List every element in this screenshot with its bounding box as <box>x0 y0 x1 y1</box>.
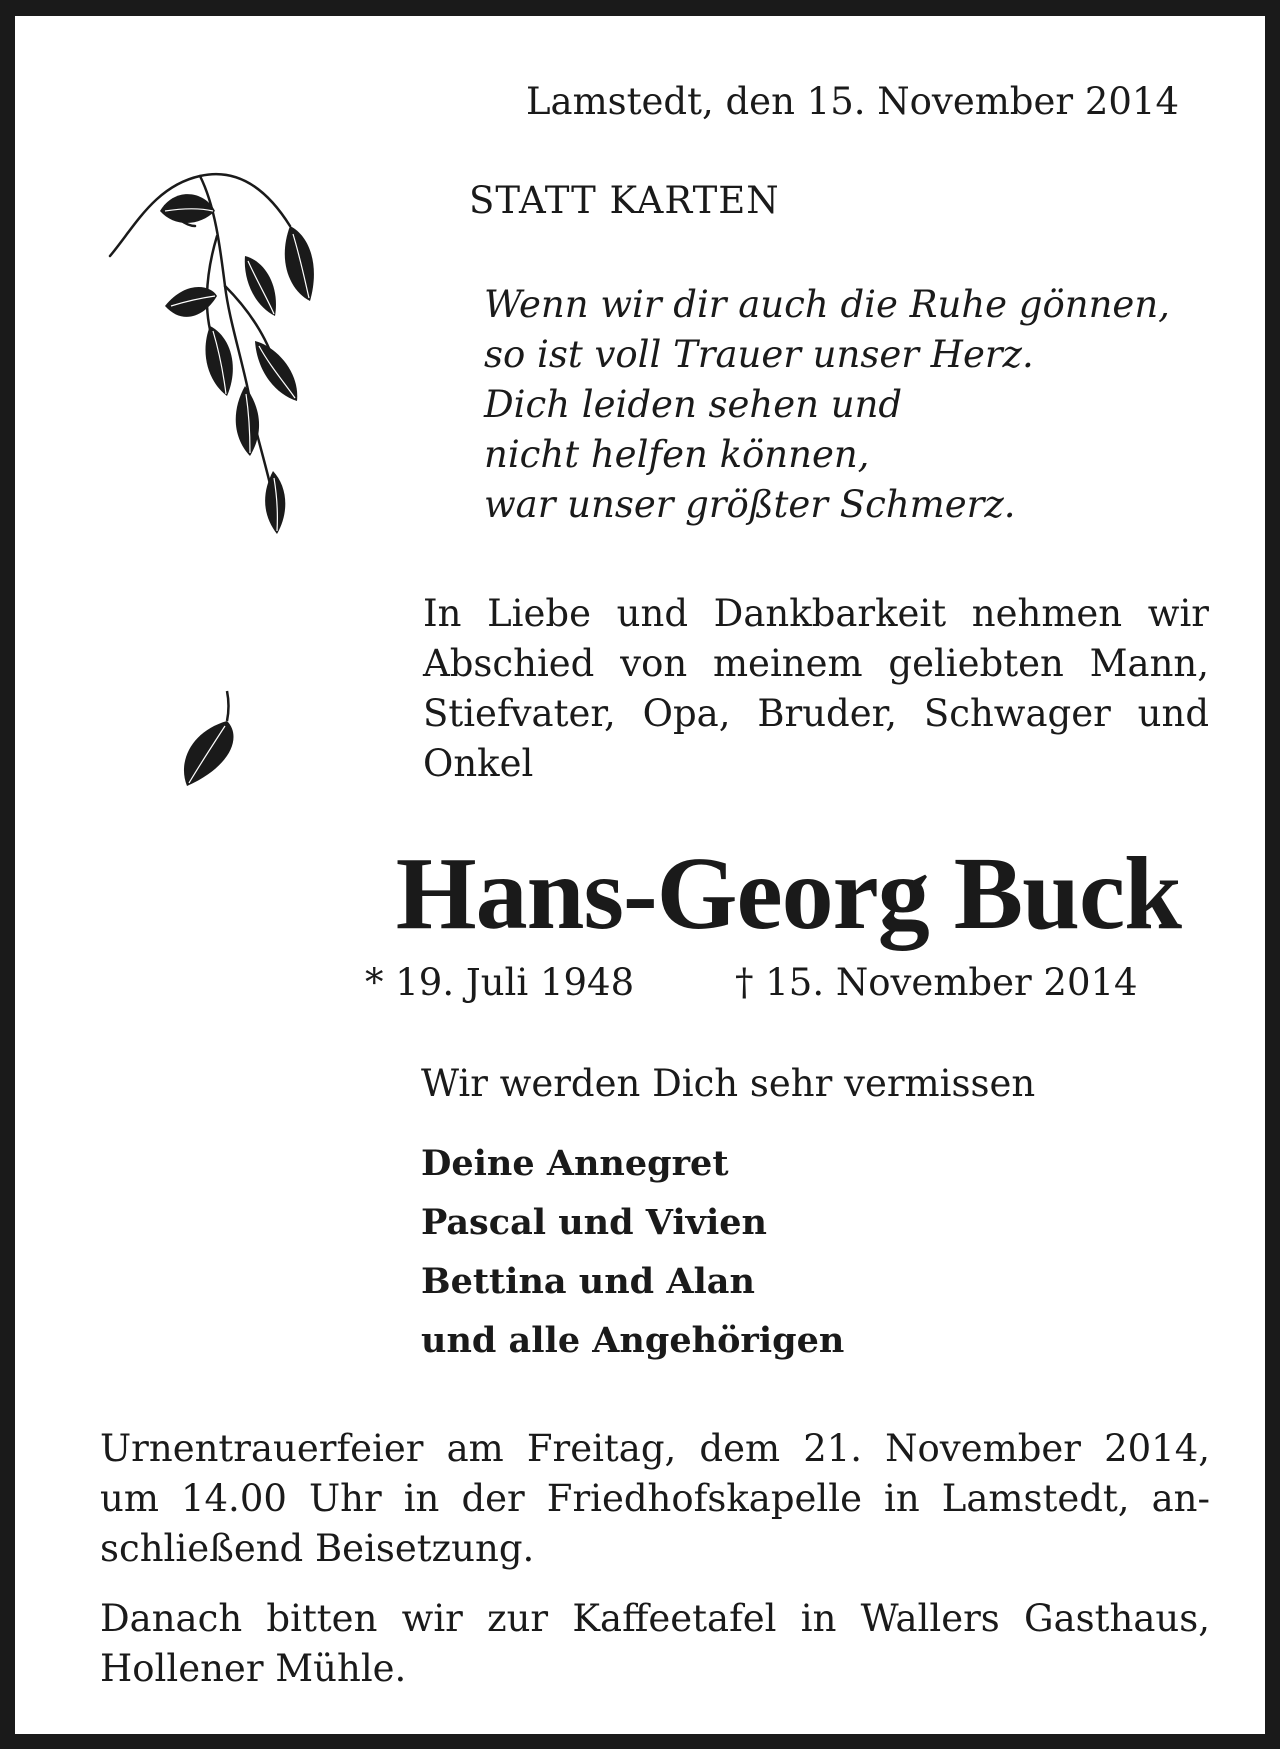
intro-line: Abschied von meinem geliebten Mann, <box>423 642 1209 685</box>
place-and-date: Lamstedt, den 15. November 2014 <box>525 80 1179 123</box>
miss-you-line: Wir werden Dich sehr vermissen <box>421 1062 1036 1105</box>
poem-line: so ist voll Trauer unser Herz. <box>484 333 1034 376</box>
falling-leaf-icon <box>177 686 247 796</box>
poem-line: Wenn wir dir auch die Ruhe gönnen, <box>484 283 1170 326</box>
farewell-intro <box>423 589 1209 789</box>
ceremony-line: schließend Beisetzung. <box>100 1527 535 1570</box>
family-member: und alle Angehörigen <box>421 1320 845 1361</box>
intro-line: In Liebe und Dankbarkeit nehmen wir <box>423 592 1209 635</box>
death-date: † 15. November 2014 <box>735 961 1138 1004</box>
poem-line: war unser größter Schmerz. <box>484 483 1016 526</box>
birch-branch-icon <box>105 166 365 586</box>
birth-date: * 19. Juli 1948 <box>365 961 635 1004</box>
intro-line: Onkel <box>423 742 534 785</box>
ceremony-line: Urnentrauerfeier am Freitag, dem 21. November 2014, <box>100 1427 1210 1470</box>
poem-line: Dich leiden sehen und <box>484 383 903 426</box>
family-signatures <box>421 1134 844 1370</box>
intro-line: Stiefvater, Opa, Bruder, Schwager und <box>423 692 1209 735</box>
coffee-info <box>100 1594 1210 1694</box>
deceased-name: Hans-Georg Buck <box>395 836 1181 951</box>
ceremony-info <box>100 1424 1210 1574</box>
statt-karten-header: STATT KARTEN <box>469 179 780 222</box>
family-member: Deine Annegret <box>421 1143 729 1184</box>
family-member: Pascal und Vivien <box>421 1202 767 1243</box>
coffee-line: Hollener Mühle. <box>100 1647 407 1690</box>
poem-line: nicht helfen können, <box>484 433 870 476</box>
ceremony-line: um 14.00 Uhr in der Friedhofskapelle in Lamstedt, an- <box>100 1477 1210 1520</box>
memorial-poem <box>484 280 1170 530</box>
family-member: Bettina und Alan <box>421 1261 755 1302</box>
coffee-line: Danach bitten wir zur Kaffeetafel in Wallers Gasthaus, <box>100 1597 1210 1640</box>
